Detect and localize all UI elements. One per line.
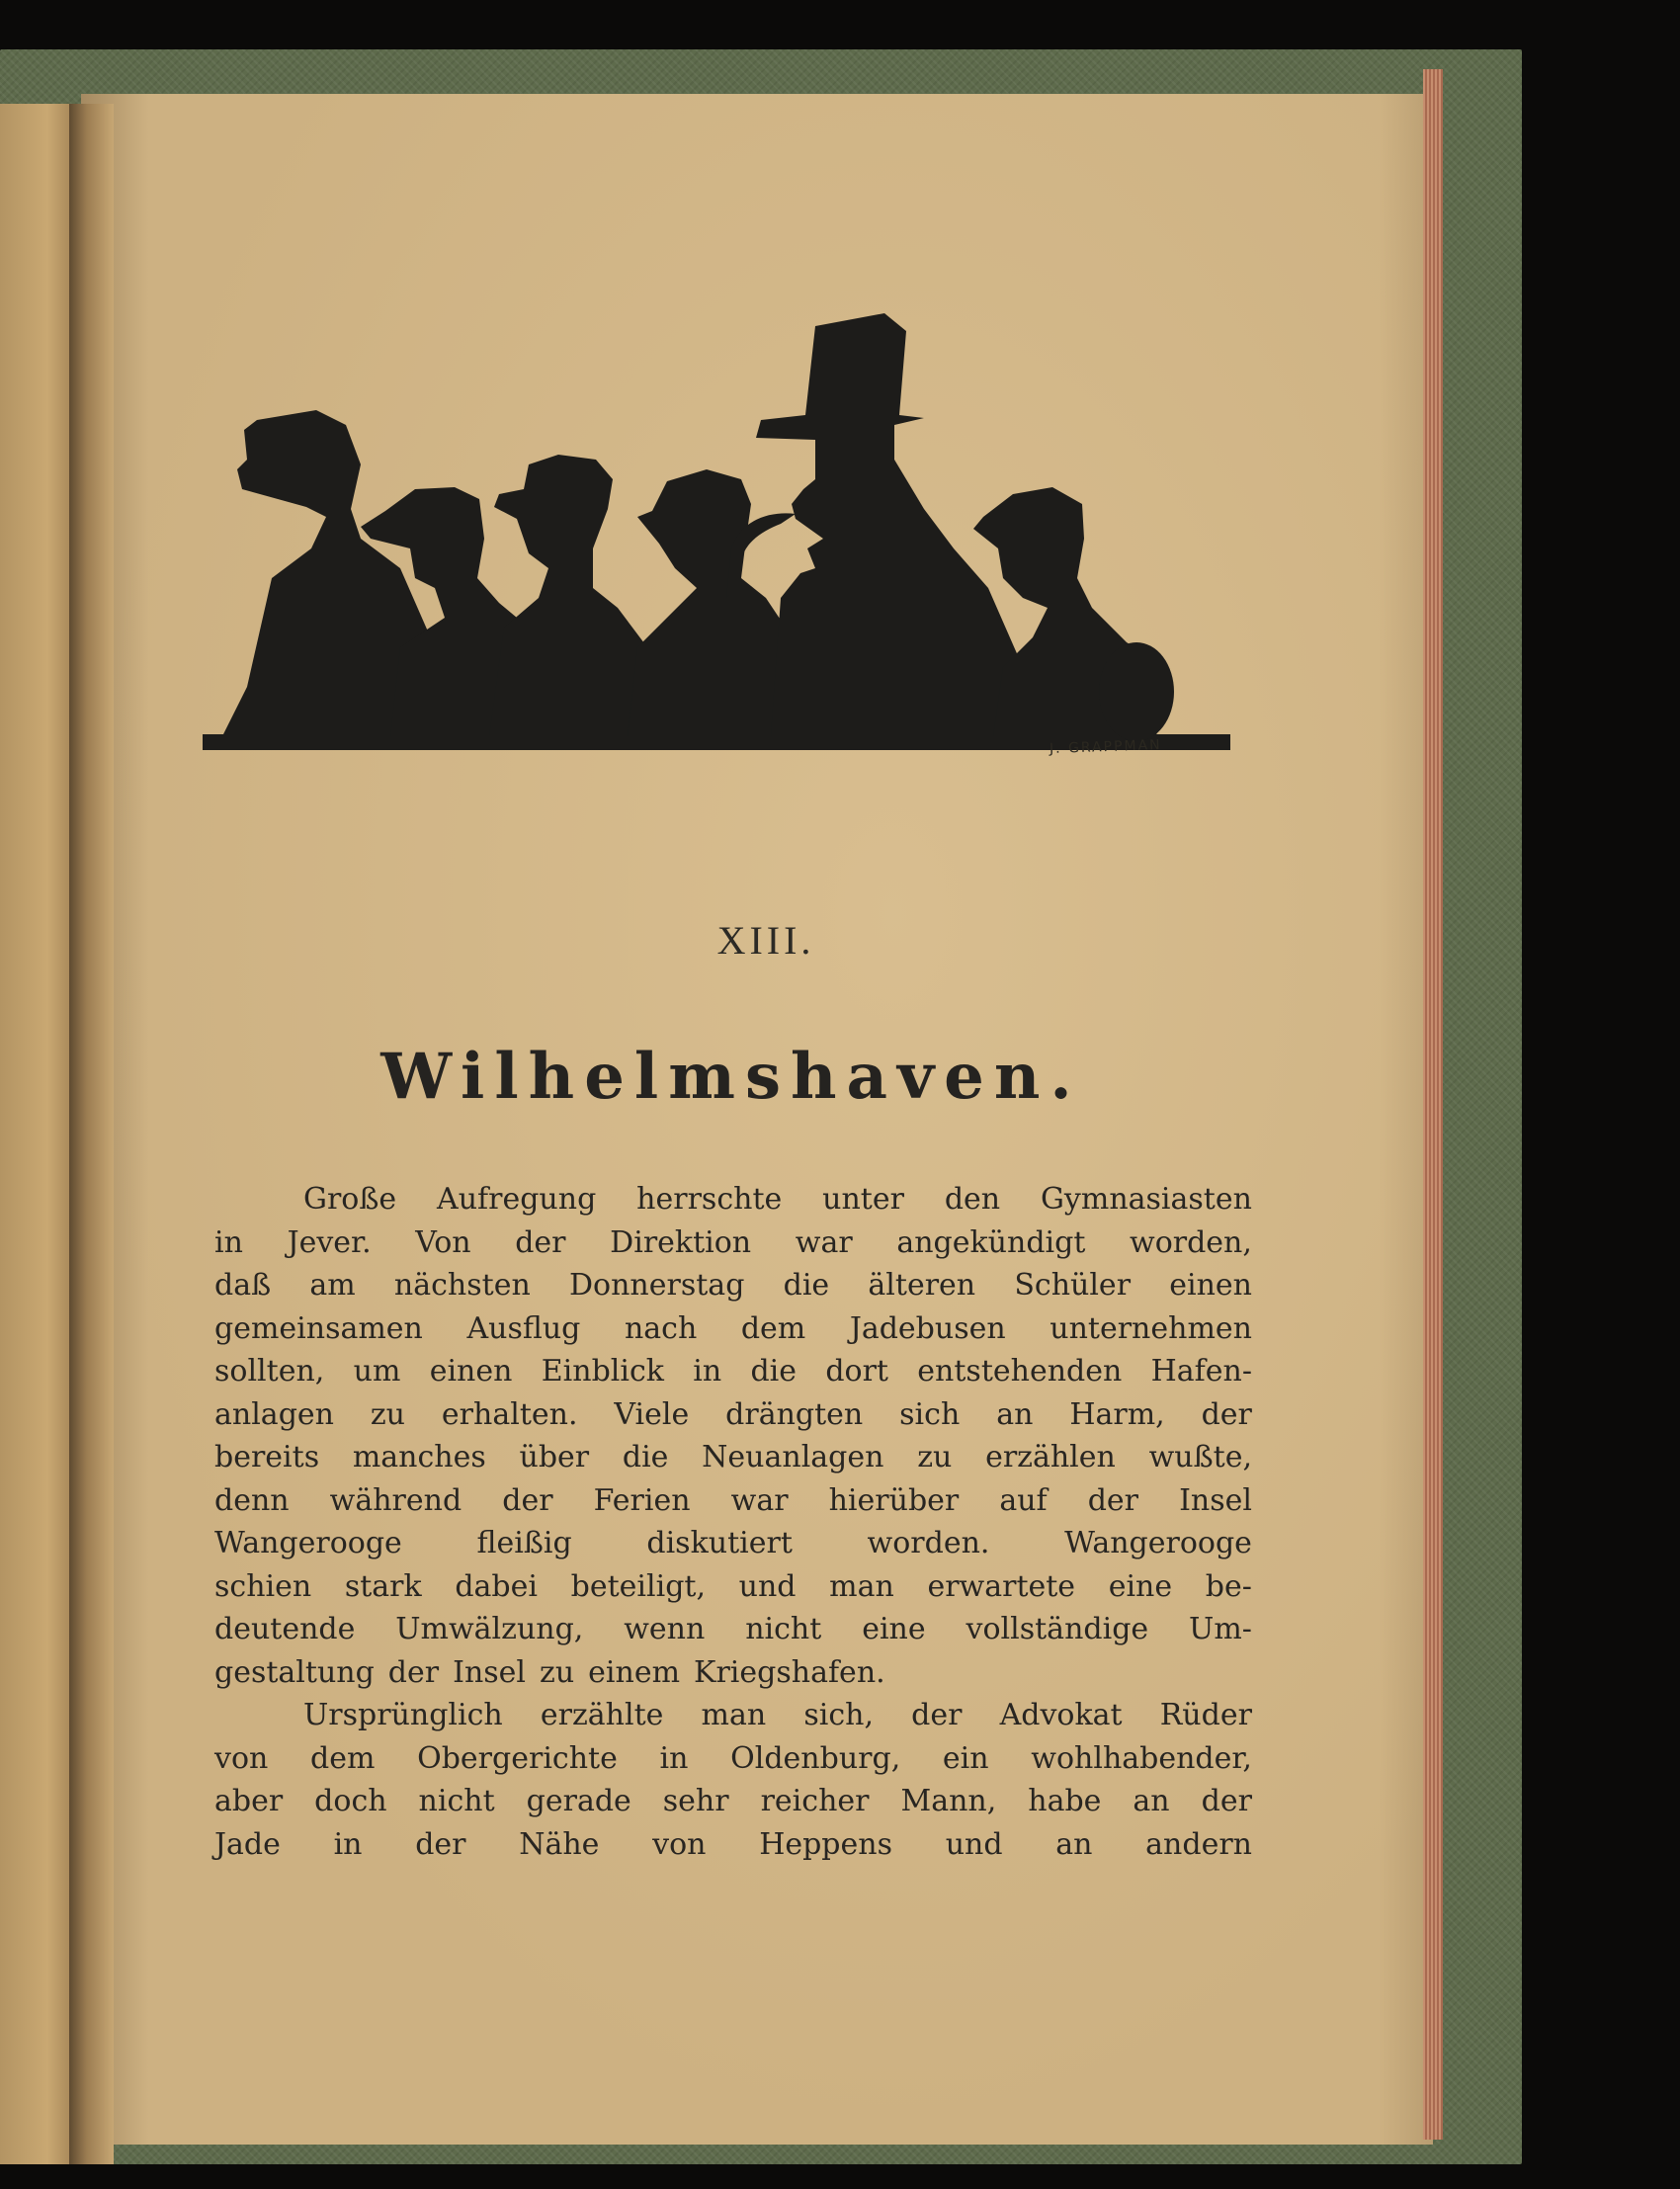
word: sich	[899, 1396, 961, 1432]
word: einem	[588, 1654, 681, 1690]
word: Harm,	[1069, 1396, 1165, 1432]
word: an	[1055, 1826, 1093, 1862]
word: nach	[624, 1310, 698, 1346]
word: aber	[214, 1784, 284, 1818]
word: dabei	[455, 1568, 538, 1604]
left-page-edge	[0, 104, 79, 2164]
word: war	[795, 1224, 853, 1260]
text-line	[214, 1522, 1252, 1565]
word: eine	[1108, 1568, 1173, 1604]
word: angekündigt	[896, 1224, 1086, 1260]
word: Mann,	[900, 1784, 997, 1818]
word: Ausflug	[466, 1310, 581, 1346]
word: man	[701, 1698, 767, 1732]
word: doch	[314, 1784, 387, 1818]
word: erzählen	[985, 1440, 1116, 1474]
word: ein	[942, 1740, 989, 1776]
word: und	[738, 1568, 797, 1604]
word: in	[659, 1740, 689, 1776]
word: Jever.	[287, 1224, 372, 1260]
word: der	[1201, 1396, 1252, 1432]
word: Rüder	[1159, 1698, 1252, 1732]
word: Ursprünglich	[303, 1698, 503, 1732]
word: anlagen	[214, 1396, 334, 1432]
word: sollten,	[214, 1354, 325, 1389]
word: war	[730, 1482, 789, 1518]
word: stark	[344, 1568, 422, 1604]
word: diskutiert	[646, 1526, 793, 1560]
word: der	[1201, 1784, 1252, 1818]
word: von	[214, 1740, 269, 1776]
word: Schüler	[1014, 1268, 1132, 1303]
word: Große	[303, 1182, 397, 1217]
word: zu	[370, 1396, 406, 1432]
body-text	[214, 1178, 1252, 1866]
word: hierüber	[828, 1482, 960, 1518]
text-line	[214, 1565, 1252, 1609]
word: erwartete	[927, 1568, 1076, 1604]
word: älteren	[868, 1268, 976, 1303]
word: der	[502, 1482, 553, 1518]
word: Ferien	[593, 1482, 691, 1518]
word: andern	[1145, 1826, 1252, 1862]
word: Neuanlagen	[702, 1440, 884, 1474]
word: am	[309, 1268, 356, 1303]
word: von	[652, 1826, 707, 1862]
word: und	[945, 1826, 1003, 1862]
word: Direktion	[610, 1224, 752, 1260]
word: denn	[214, 1482, 290, 1518]
word: worden,	[1130, 1224, 1252, 1260]
word: be-	[1205, 1568, 1252, 1604]
word: in	[693, 1354, 722, 1389]
text-line	[214, 1479, 1252, 1523]
word: drängten	[725, 1396, 864, 1432]
word: erzählte	[540, 1698, 664, 1732]
word: in	[333, 1826, 363, 1862]
word: beteiligt,	[570, 1568, 706, 1604]
word: vollständige	[966, 1612, 1149, 1646]
word: Von	[415, 1224, 471, 1260]
silhouette-illustration	[203, 252, 1250, 766]
text-line	[214, 1178, 1252, 1221]
word: Wangerooge	[1064, 1526, 1252, 1560]
word: gestaltung	[214, 1654, 375, 1690]
text-line	[214, 1436, 1252, 1479]
word: der	[515, 1224, 566, 1260]
text-line	[214, 1694, 1252, 1737]
word: einen	[429, 1354, 513, 1389]
page-gutter	[69, 104, 114, 2164]
word: Jadebusen	[849, 1310, 1006, 1346]
text-line	[214, 1221, 1252, 1265]
word: dort	[825, 1354, 888, 1389]
text-line	[214, 1780, 1252, 1823]
word: der	[387, 1654, 440, 1690]
text-line	[214, 1651, 1252, 1695]
text-line	[214, 1608, 1252, 1651]
word: Advokat	[999, 1698, 1123, 1732]
text-line	[214, 1350, 1252, 1393]
word: Einblick	[541, 1354, 664, 1389]
word: habe	[1028, 1784, 1102, 1818]
word: Umwälzung,	[395, 1612, 584, 1646]
text-line	[214, 1393, 1252, 1437]
word: Kriegshafen.	[694, 1654, 885, 1690]
word: wenn	[624, 1612, 706, 1646]
word: den	[944, 1182, 1001, 1217]
word: Donnerstag	[569, 1268, 745, 1303]
word: Um-	[1189, 1612, 1252, 1646]
word: schien	[214, 1568, 312, 1604]
word: sich,	[803, 1698, 874, 1732]
word: Nähe	[519, 1826, 600, 1862]
chapter-number: XIII.	[716, 918, 815, 963]
word: gemeinsamen	[214, 1310, 423, 1346]
word: reicher	[760, 1784, 870, 1818]
word: zu	[917, 1440, 953, 1474]
word: wußte,	[1148, 1440, 1252, 1474]
word: dem	[310, 1740, 376, 1776]
word: nächsten	[393, 1268, 531, 1303]
word: während	[329, 1482, 462, 1518]
word: Oldenburg,	[730, 1740, 901, 1776]
word: deutende	[214, 1612, 356, 1646]
word: erhalten.	[441, 1396, 578, 1432]
word: eine	[862, 1612, 926, 1646]
text-line	[214, 1823, 1252, 1867]
word: Insel	[453, 1654, 527, 1690]
word: über	[519, 1440, 590, 1474]
word: Aufregung	[437, 1182, 597, 1217]
word: um	[353, 1354, 401, 1389]
word: herrschte	[636, 1182, 783, 1217]
word: worden.	[867, 1526, 990, 1560]
word: an	[1133, 1784, 1170, 1818]
word: Gymnasiasten	[1040, 1182, 1252, 1217]
word: Viele	[614, 1396, 690, 1432]
word: unternehmen	[1050, 1310, 1252, 1346]
word: manches	[352, 1440, 486, 1474]
word: in	[214, 1224, 243, 1260]
word: bereits	[214, 1440, 320, 1474]
word: der	[911, 1698, 963, 1732]
chapter-title: Wilhelmshaven.	[380, 1040, 1082, 1114]
word: Jade	[214, 1826, 281, 1862]
word: dem	[740, 1310, 806, 1346]
word: man	[829, 1568, 894, 1604]
word: gerade	[526, 1784, 631, 1818]
word: der	[1087, 1482, 1138, 1518]
word: Obergerichte	[417, 1740, 618, 1776]
word: nicht	[418, 1784, 495, 1818]
word: die	[622, 1440, 669, 1474]
word: Heppens	[759, 1826, 892, 1862]
word: Hafen-	[1150, 1354, 1252, 1389]
word: Wangerooge	[214, 1526, 402, 1560]
text-line	[214, 1264, 1252, 1307]
text-line	[214, 1737, 1252, 1781]
word: der	[415, 1826, 466, 1862]
word: nicht	[745, 1612, 822, 1646]
illustration-signature: J. GRAPPMAN	[1049, 737, 1162, 757]
word: wohlhabender,	[1031, 1740, 1252, 1776]
word: entstehenden	[917, 1354, 1123, 1389]
text-line	[214, 1307, 1252, 1351]
word: Insel	[1179, 1482, 1252, 1518]
word: an	[996, 1396, 1034, 1432]
word: daß	[214, 1268, 272, 1303]
word: sehr	[662, 1784, 729, 1818]
word: unter	[822, 1182, 904, 1217]
word: die	[783, 1268, 830, 1303]
word: zu	[540, 1654, 575, 1690]
word: auf	[999, 1482, 1048, 1518]
word: einen	[1169, 1268, 1252, 1303]
word: die	[750, 1354, 798, 1389]
word: fleißig	[476, 1526, 572, 1560]
